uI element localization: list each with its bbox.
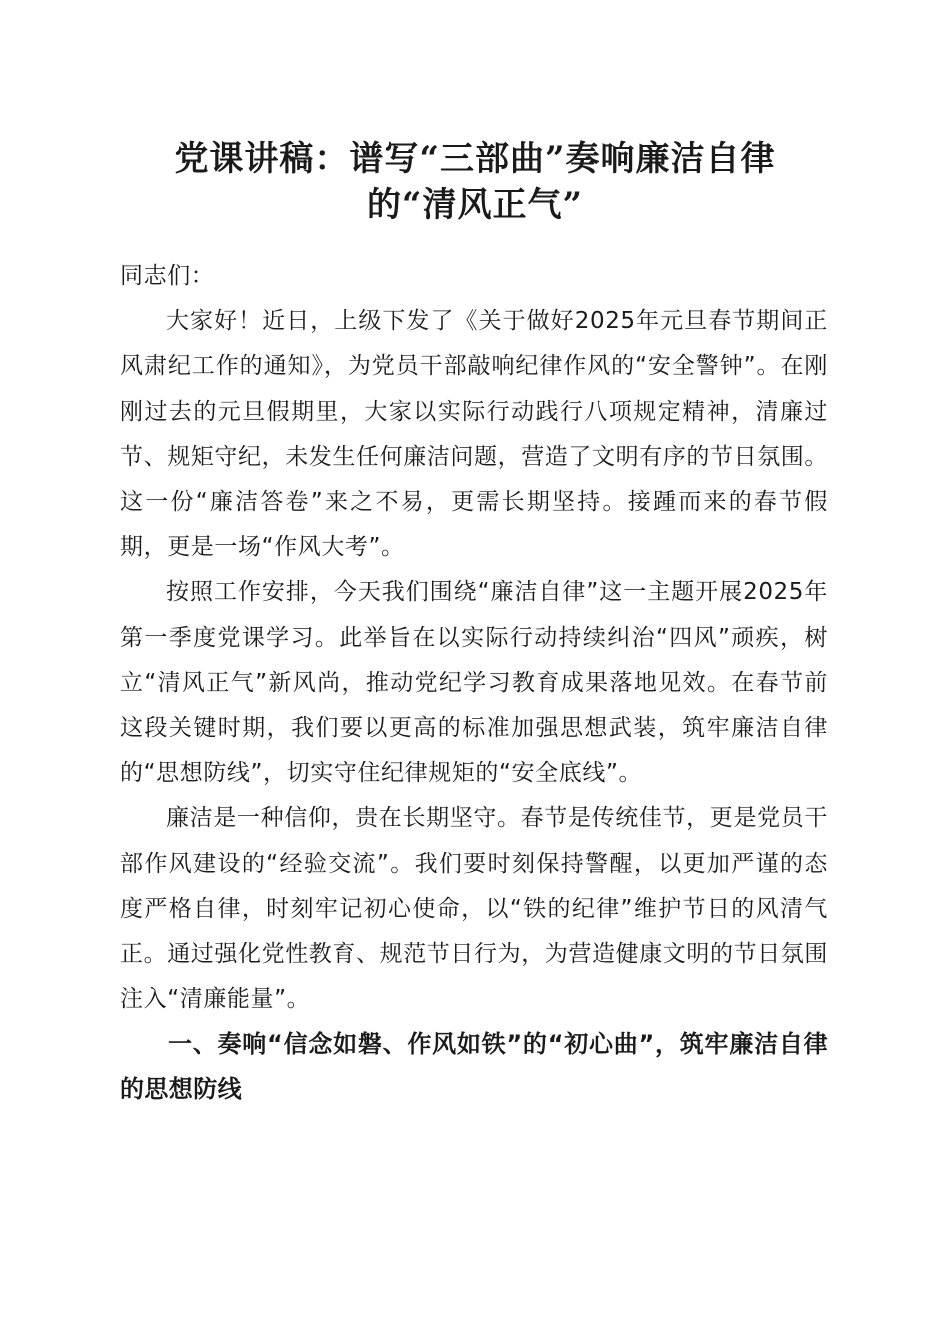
paragraph-3: 廉洁是一种信仰，贵在长期坚守。春节是传统佳节，更是党员干部作风建设的“经验交流”。我们要时刻保持警醒，以更加严谨的态度严格自律，时刻牢记初心使命，以“铁的纪律”维护节日的风清气正。通过强化党性教育、规范节日行为，为营造健康文明的节日氛围注入“清廉能量”。 bbox=[120, 805, 828, 1013]
title-line-2: 的“清风正气” bbox=[366, 185, 584, 225]
document-body bbox=[120, 254, 828, 1112]
title-line-1: 党课讲稿：谱写“三部曲”奏响廉洁自律 bbox=[174, 139, 776, 179]
paragraph-1: 大家好！近日，上级下发了《关于做好2025年元旦春节期间正风肃纪工作的通知》，为党员干部敲响纪律作风的“安全警钟”。在刚刚过去的元旦假期里，大家以实际行动践行八项规定精神，清廉过节、规矩守纪，未发生任何廉洁问题，营造了文明有序的节日氛围。这一份“廉洁答卷”来之不易，更需长期坚持。接踵而来的春节假期，更是一场“作风大考”。 bbox=[120, 308, 828, 561]
paragraph-2: 按照工作安排，今天我们围绕“廉洁自律”这一主题开展2025年第一季度党课学习。此举旨在以实际行动持续纠治“四风”顽疾，树立“清风正气”新风尚，推动党纪学习教育成果落地见效。在春节前这段关键时期，我们要以更高的标准加强思想武装，筑牢廉洁自律的“思想防线”，切实守住纪律规矩的“安全底线”。 bbox=[120, 579, 828, 787]
section-heading-1: 一、奏响“信念如磐、作风如铁”的“初心曲”，筑牢廉洁自律的思想防线 bbox=[120, 1030, 828, 1104]
salutation: 同志们： bbox=[120, 263, 215, 289]
document-title bbox=[100, 136, 850, 228]
